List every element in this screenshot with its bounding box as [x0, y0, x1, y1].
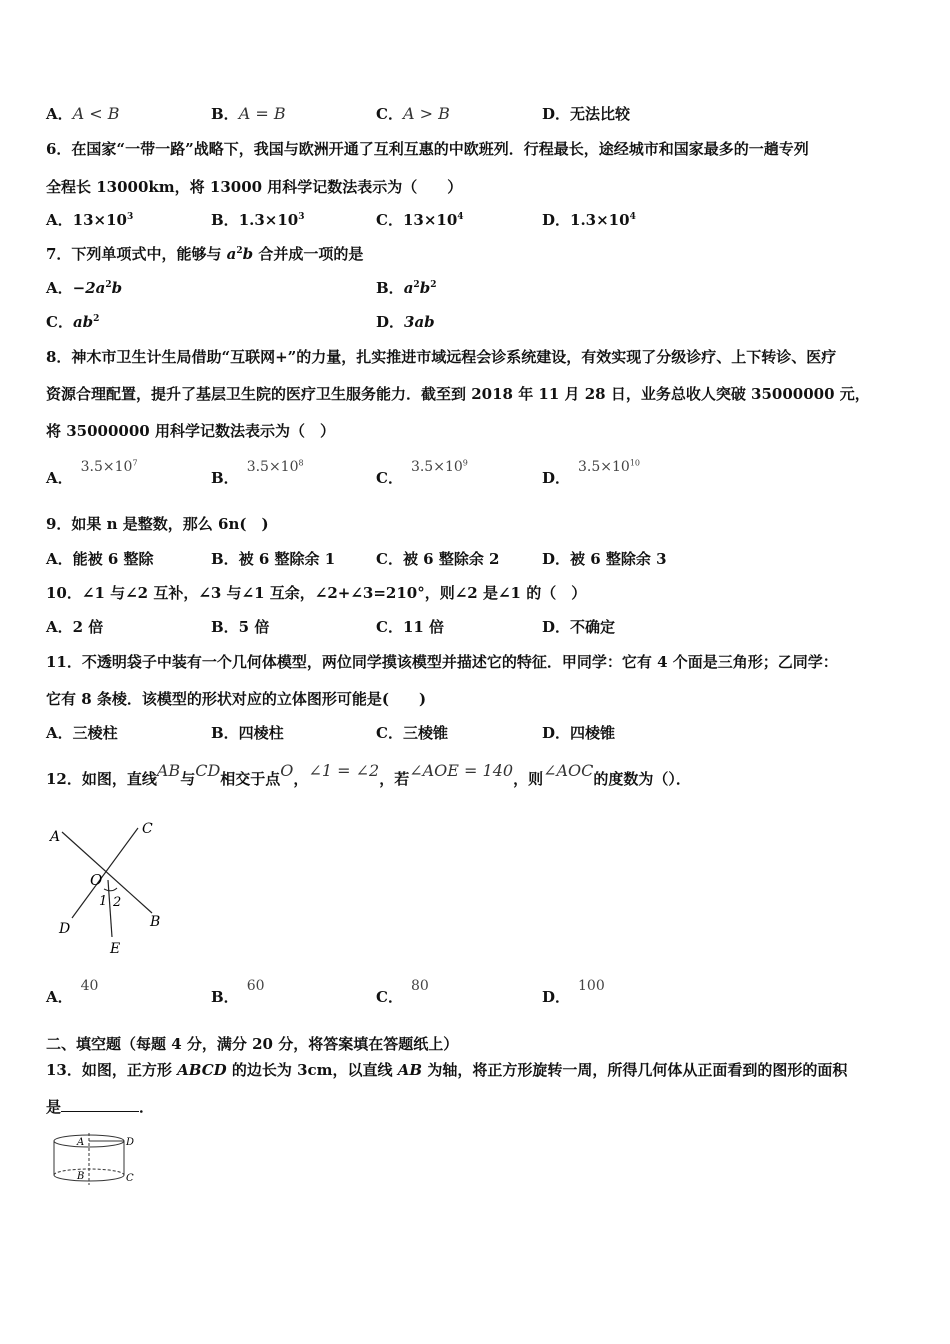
q7-option-a: A．$-2a^2b$: [46, 279, 123, 297]
q7-option-b: B．$a^2b^2$: [376, 279, 437, 297]
q5-option-a: A．A < B: [46, 104, 120, 123]
q8-stem-line2: 资源合理配置，提升了基层卫生院的医疗卫生服务能力．截至到 2018 年 11 月 28 日，业务总收人突破 35000000 元，: [46, 385, 870, 403]
q10-option-d: D．不确定: [542, 618, 616, 636]
label-o: O: [90, 871, 103, 889]
q9-option-c: C．被 6 整除余 2: [376, 550, 500, 568]
q11-option-d: D．四棱锥: [542, 724, 616, 742]
q9-option-a: A．能被 6 整除: [46, 550, 154, 568]
q12-option-b: B．60: [211, 978, 265, 1006]
q7-option-c: C．$ab^2$: [46, 313, 100, 331]
q12-figure: [46, 815, 176, 960]
q11-stem-line2: 它有 8 条棱．该模型的形状对应的立体图形可能是( ): [46, 690, 427, 708]
label-b: B: [150, 914, 161, 930]
q8-option-a: A．$3.5\times 10^7$: [46, 458, 138, 487]
label-a: A: [77, 1137, 85, 1148]
q11-option-b: B．四棱柱: [211, 724, 284, 742]
q5-option-c-math: A > B: [402, 104, 450, 123]
q5-option-d: D．无法比较: [542, 105, 631, 123]
q9-option-d: D．被 6 整除余 3: [542, 550, 667, 568]
q7-option-d: D．3ab: [376, 313, 435, 331]
q11-option-a: A．三棱柱: [46, 724, 118, 742]
label-c: C: [126, 1173, 134, 1184]
label-a: A: [50, 829, 61, 845]
label-1: 1: [99, 894, 108, 909]
q12-option-c: C．80: [376, 978, 429, 1006]
q7-stem: 7．下列单项式中，能够与 $a^2b$ 合并成一项的是: [46, 245, 364, 263]
q11-option-c: C．三棱锥: [376, 724, 448, 742]
q9-option-b: B．被 6 整除余 1: [211, 550, 336, 568]
q6-option-a: A．$13\times 10^3$: [46, 211, 134, 229]
q13-figure: [46, 1127, 146, 1192]
q9-stem: 9．如果 n 是整数，那么 6n( ): [46, 515, 269, 533]
q8-option-b: B．$3.5\times 10^8$: [211, 458, 304, 487]
label-d: D: [126, 1137, 135, 1148]
q8-stem-line1: 8．神木市卫生计生局借助“互联网+”的力量，扎实推进市域远程会诊系统建设，有效实现了分级诊疗、上下转诊、医疗: [46, 348, 837, 366]
q6-stem-line2: 全程长 13000km，将 13000 用科学记数法表示为（ ）: [46, 178, 463, 196]
label-c: C: [142, 821, 153, 837]
q6-option-b: B．$1.3\times 10^3$: [211, 211, 305, 229]
q6-option-c: C．$13\times 10^4$: [376, 211, 464, 229]
q12-option-a: A．40: [46, 978, 99, 1006]
q6-stem-line1: 6．在国家“一带一路”战略下，我国与欧洲开通了互利互惠的中欧班列．行程最长，途经城市和国家最多的一趟专列: [46, 140, 809, 158]
q10-option-a: A．2 倍: [46, 618, 104, 636]
label-b: B: [77, 1171, 85, 1182]
q8-stem-line3: 将 35000000 用科学记数法表示为（ ）: [46, 422, 335, 440]
label-d: D: [59, 921, 71, 937]
q11-stem-line1: 11．不透明袋子中装有一个几何体模型，两位同学摸该模型并描述它的特征．甲同学：它有 4 个面是三角形；乙同学：: [46, 653, 838, 671]
q5-option-b: B．A = B: [211, 104, 286, 123]
q12-option-d: D．100: [542, 978, 605, 1006]
q13-stem-line1: 13．如图，正方形 ABCD 的边长为 3cm，以直线 AB 为轴，将正方形旋转一周，所得几何体从正面看到的图形的面积: [46, 1061, 848, 1079]
label-2: 2: [113, 895, 122, 910]
q10-stem: 10．∠1 与∠2 互补，∠3 与∠1 互余，∠2+∠3=210°，则∠2 是∠1 的（ ）: [46, 584, 587, 602]
q8-option-c: C．$3.5\times 10^9$: [376, 458, 468, 487]
answer-blank[interactable]: [61, 1097, 139, 1112]
angle-arc: [104, 888, 117, 891]
section2-title: 二、填空题（每题 4 分，满分 20 分，将答案填在答题纸上）: [46, 1035, 459, 1053]
q5-option-c: C．A > B: [376, 104, 450, 123]
ray-oe: [108, 880, 112, 937]
q5-option-a-math: A < B: [72, 104, 120, 123]
q12-stem: 12．如图，直线AB与CD相交于点O，∠1 = ∠2，若∠AOE = 140，则∠AOC的度数为（）．: [46, 761, 691, 788]
q10-option-c: C．11 倍: [376, 618, 445, 636]
label-e: E: [110, 941, 121, 957]
q13-stem-line2: 是 ．: [46, 1098, 155, 1116]
q5-option-b-math: A = B: [238, 104, 286, 123]
q10-option-b: B．5 倍: [211, 618, 270, 636]
q6-option-d: D．$1.3\times 10^4$: [542, 211, 636, 229]
q8-option-d: D．$3.5\times 10^{10}$: [542, 458, 641, 487]
